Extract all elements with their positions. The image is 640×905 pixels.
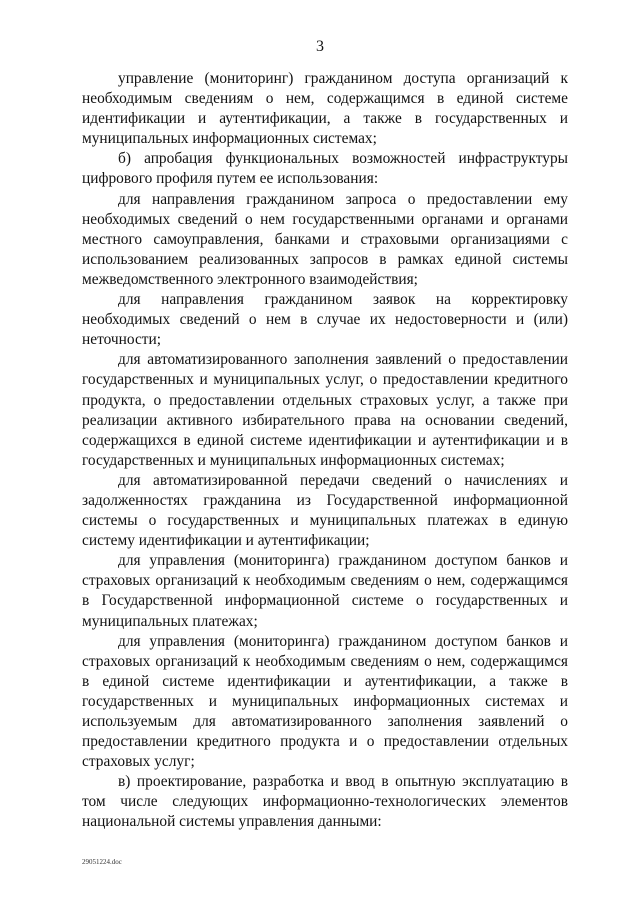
paragraph-5: для автоматизированного заполнения заявлений о предоставлении государственных и муниципальных услуг, о предоставлении кредитного продукта, о предоставлении отдельных страховых услуг, а также при реализации активного избирательного права на основании сведений, содержащихся в единой системе идентификации и аутентификации и в государственных и муниципальных информационных системах;: [82, 351, 568, 469]
paragraph-3: для направления гражданином запроса о предоставлении ему необходимых сведений о нем государственными органами и органами местного самоуправления, банками и страховыми организациями с использованием реализованных запросов в рамках единой системы межведомственного электронного взаимодействия;: [82, 190, 568, 288]
footer-document-reference: 29051224.doc: [82, 858, 122, 866]
paragraph-7: для управления (мониторинга) гражданином доступом банков и страховых организаций к необходимым сведениям о нем, содержащимся в Государственной информационной системе о государственных и муниципальных платежах;: [82, 552, 568, 630]
page-number: 3: [316, 38, 324, 55]
paragraph-9: в) проектирование, разработка и ввод в опытную эксплуатацию в том числе следующих информационно-технологических элементов национальной системы управления данными:: [82, 773, 568, 831]
paragraph-2: б) апробация функциональных возможностей инфраструктуры цифрового профиля путем ее использования:: [82, 150, 568, 188]
paragraph-4: для направления гражданином заявок на корректировку необходимых сведений о нем в случае их недостоверности и (или) неточности;: [82, 291, 568, 349]
paragraph-8: для управления (мониторинга) гражданином доступом банков и страховых организаций к необходимым сведениям о нем, содержащимся в единой системе идентификации и аутентификации, а также в государственных и муниципальных информационных системах и используемым для автоматизированного заполнения заявлений о предоставлении кредитного продукта и о предоставлении отдельных страховых услуг;: [82, 632, 568, 771]
document-body: [82, 69, 568, 833]
paragraph-1: управление (мониторинг) гражданином доступа организаций к необходимым сведениям о нем, содержащимся в единой системе идентификации и аутентификации, а также в государственных и муниципальных информационных системах;: [82, 70, 568, 148]
paragraph-6: для автоматизированной передачи сведений о начислениях и задолженностях гражданина из Государственной информационной системы о государственных и муниципальных платежах в единую систему идентификации и аутентификации;: [82, 471, 568, 550]
